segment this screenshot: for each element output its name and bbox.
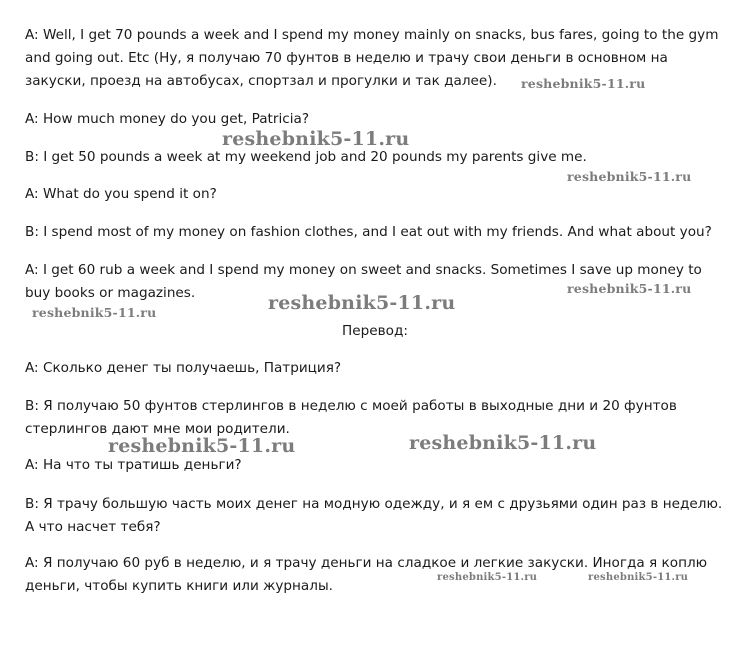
watermark: reshebnik5-11.ru — [588, 572, 689, 583]
translation-heading: Перевод: — [342, 323, 408, 339]
watermark: reshebnik5-11.ru — [567, 169, 692, 184]
dialogue-line: A: What do you spend it on? — [25, 186, 217, 202]
translation-line: B: Я трачу большую часть моих денег на модную одежду, и я ем с друзьями один раз в неделю. А что насчет тебя? — [25, 496, 723, 535]
watermark: reshebnik5-11.ru — [32, 305, 157, 320]
watermark: reshebnik5-11.ru — [108, 435, 296, 457]
dialogue-line: A: Well, I get 70 pounds a week and I spend my money mainly on snacks, bus fares, going to the gym and going out. Etc (Ну, я получаю 70 фунтов в неделю и трачу свои деньги в основном на закуски, проезд на автобусах, спортзал и прогулки и так далее). — [25, 27, 719, 89]
dialogue-line: B: I spend most of my money on fashion clothes, and I eat out with my friends. And what about you? — [25, 224, 712, 240]
dialogue-line: B: I get 50 pounds a week at my weekend job and 20 pounds my parents give me. — [25, 149, 587, 165]
translation-line: B: Я получаю 50 фунтов стерлингов в неделю с моей работы в выходные дни и 20 фунтов стерлингов дают мне мои родители. — [25, 398, 677, 437]
watermark: reshebnik5-11.ru — [437, 572, 538, 583]
dialogue-line: A: How much money do you get, Patricia? — [25, 111, 310, 127]
translation-line: A: Сколько денег ты получаешь, Патриция? — [25, 360, 342, 376]
watermark: reshebnik5-11.ru — [222, 128, 410, 150]
translation-line: A: Я получаю 60 руб в неделю, и я трачу деньги на сладкое и легкие закуски. Иногда я коплю деньги, чтобы купить книги или журналы. — [25, 555, 708, 594]
watermark: reshebnik5-11.ru — [521, 76, 646, 91]
watermark: reshebnik5-11.ru — [567, 281, 692, 296]
dialogue-line: A: I get 60 rub a week and I spend my money on sweet and snacks. Sometimes I save up money to buy books or magazines. — [25, 262, 702, 301]
watermark: reshebnik5-11.ru — [268, 292, 456, 314]
watermark: reshebnik5-11.ru — [409, 432, 597, 454]
translation-line: A: На что ты тратишь деньги? — [25, 457, 242, 473]
